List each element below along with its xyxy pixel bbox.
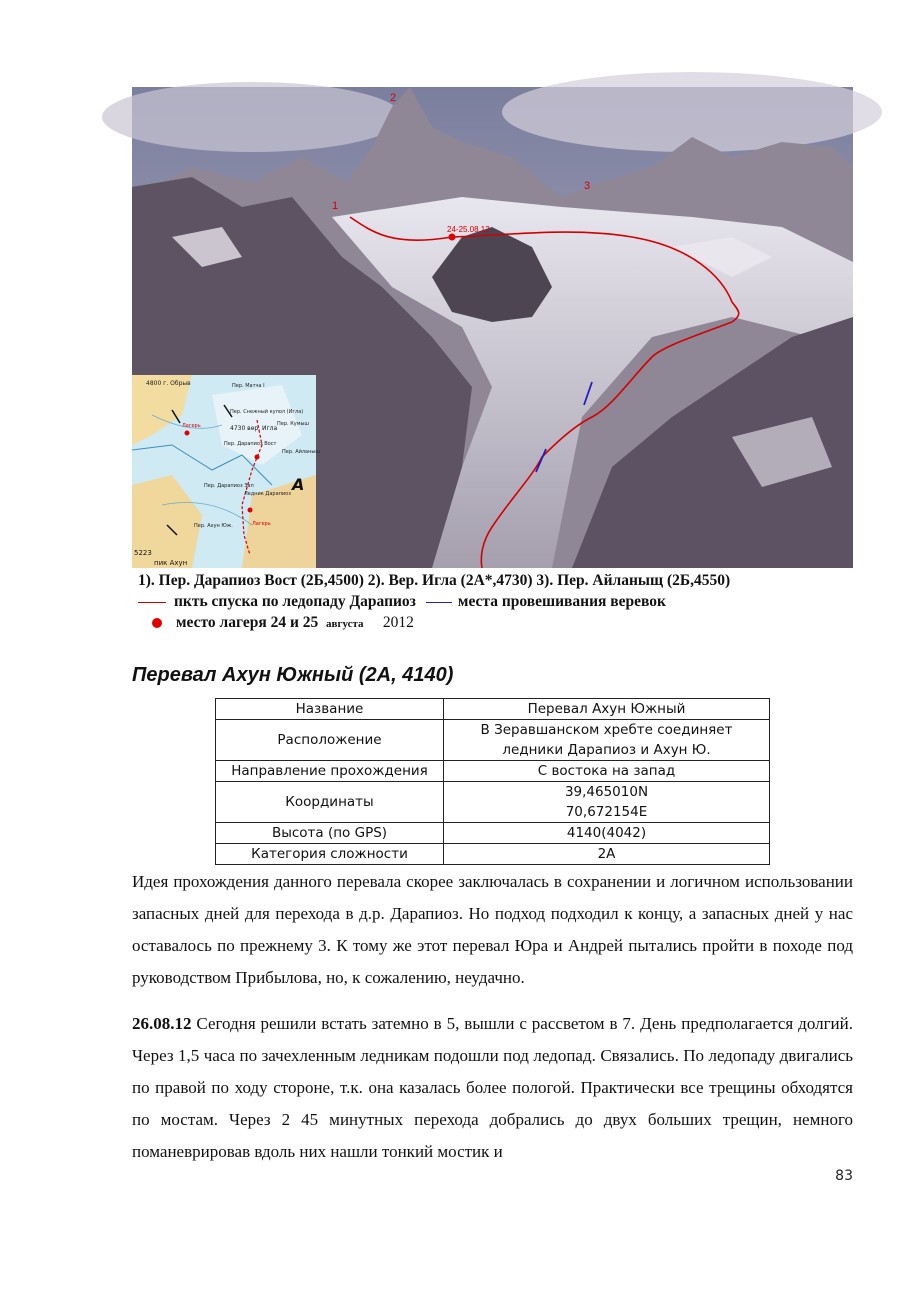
legend-camp-text: место лагеря 24 и 25 (176, 614, 319, 631)
blue-rope-legend-icon (426, 602, 452, 603)
paragraph-2-text: Сегодня решили встать затемно в 5, вышли с рассветом в 7. День предполагается долгий. Через 1,5 часа по зачехленным ледникам подошли под ледопад. Связались. По ледопаду двигались по правой по ходу стороне, т.к. она казалась более пологой. Практически все трещины обходятся по мостам. Через 2 45 минутных перехода добрались до двух больших трещин, немного поманеврировав вдоль них нашли тонкий мостик и (132, 1014, 853, 1161)
camp-label: 24-25.08.12 (447, 225, 490, 234)
table-value: С востока на запад (444, 761, 770, 782)
map-label-darapioz-zap: Пер. Дарапиоз Зап (204, 483, 254, 489)
table-value: 2А (444, 844, 770, 865)
map-label-kumysh: Пер. Кумыш (277, 421, 309, 427)
table-value-line: 70,672154E (565, 804, 648, 820)
map-label-glacier: Ледник Дарапиоз (244, 491, 291, 497)
table-value-line: 39,465010N (564, 784, 649, 800)
map-label-akhun-yuzh: Пер. Ахун Юж. (194, 523, 233, 529)
table-row (216, 823, 770, 844)
legend-rope-text: места провешивания веревок (457, 593, 666, 610)
table-key: Название (216, 699, 444, 720)
section-heading: Перевал Ахун Южный (2А, 4140) (132, 664, 454, 686)
table-key: Высота (по GPS) (216, 823, 444, 844)
table-value-line: В Зеравшанском хребте соединяет (480, 722, 733, 738)
inset-topo-map (132, 375, 320, 568)
caption-line-2 (138, 591, 838, 612)
table-value: Перевал Ахун Южный (444, 699, 770, 720)
table-value: 4140(4042) (444, 823, 770, 844)
topo-map-drawing (132, 375, 320, 568)
camp-dot-legend-icon (152, 618, 162, 628)
table-value-line: ледники Дарапиоз и Ахун Ю. (502, 742, 711, 758)
paragraph-date: 26.08.12 (132, 1014, 192, 1033)
map-label-camp-1: Лагерь (182, 423, 201, 429)
photo-label-3: 3 (584, 180, 591, 192)
photo-label-1: 1 (332, 200, 339, 212)
map-label-akhun-peak: пик Ахун (154, 559, 188, 567)
table-row (216, 844, 770, 865)
table-key: Категория сложности (216, 844, 444, 865)
table-row (216, 699, 770, 720)
map-label-matcha: Пер. Матча І (232, 383, 265, 389)
table-key: Направление прохождения (216, 761, 444, 782)
legend-route-text: пкть спуска по ледопаду Дарапиоз (174, 593, 416, 610)
table-key: Расположение (216, 720, 444, 761)
map-label-igla: 4730 вер. Игла (230, 425, 278, 432)
map-label-5223: 5223 (134, 549, 152, 557)
table-row (216, 761, 770, 782)
caption-line-1: 1). Пер. Дарапиоз Вост (2Б,4500) 2). Вер. Игла (2А*,4730) 3). Пер. Айланыщ (2Б,4550) (138, 572, 731, 589)
map-label-snow-dome: Пер. Снежный купол (Игла) (230, 409, 304, 415)
map-label-aylanysh: Пер. Айланыш (282, 449, 320, 455)
map-label-darapioz-vost: Пер. Дарапиоз Вост (224, 441, 277, 447)
glacier-photo (132, 87, 853, 568)
map-label-camp-2: Лагерь (252, 521, 271, 527)
paragraph-2 (132, 1008, 853, 1168)
caption-line-3 (138, 612, 838, 633)
table-row (216, 782, 770, 823)
photo-label-2: 2 (390, 92, 397, 104)
map-label-letter-a: A (292, 475, 305, 494)
table-value (444, 782, 770, 823)
legend-camp-year: 2012 (382, 614, 414, 631)
table-value (444, 720, 770, 761)
red-route-legend-icon (138, 602, 166, 603)
page-number: 83 (835, 1168, 853, 1184)
table-row (216, 720, 770, 761)
table-key: Координаты (216, 782, 444, 823)
map-label-obryv: 4800 г. Обрыв (146, 380, 191, 387)
paragraph-1: Идея прохождения данного перевала скорее заключалась в сохранении и логичном использовании запасных дней для перехода в д.р. Дарапиоз. Но подход подходил к концу, а запасных дней у нас оставалось по прежнему 3. К тому же этот перевал Юра и Андрей пытались пройти в походе под руководством Прибылова, но, к сожалению, неудачно. (132, 872, 853, 987)
photo-caption (138, 570, 838, 633)
legend-camp-month: августа (326, 618, 364, 630)
pass-info-table (215, 698, 770, 865)
